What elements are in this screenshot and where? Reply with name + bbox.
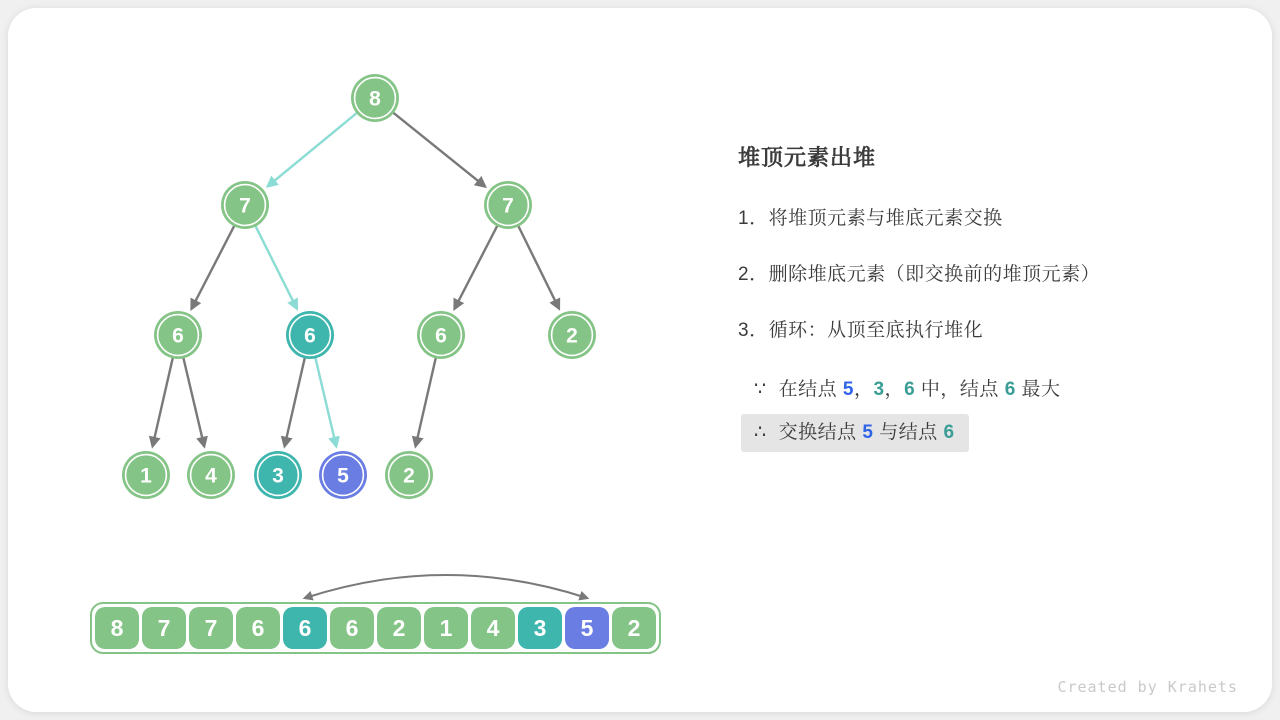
text-segment: 5 (842, 379, 854, 400)
logic-symbol: ∴ (754, 422, 767, 443)
svg-text:7: 7 (239, 194, 251, 218)
array-cell-6: 6 (330, 607, 374, 649)
tree-edge (192, 225, 235, 308)
text-segment: 3 (873, 379, 885, 400)
svg-text:7: 7 (502, 194, 514, 218)
array-cell-6: 6 (283, 607, 327, 649)
tree-edge (393, 112, 485, 186)
array-cell-8: 8 (95, 607, 139, 649)
heap-array (90, 602, 661, 654)
text-segment: 6 (904, 379, 916, 400)
tree-node-7 (484, 181, 532, 229)
tree-node-2 (548, 311, 596, 359)
tree-node-1 (122, 451, 170, 499)
tree-edge (183, 357, 204, 445)
svg-text:1: 1 (140, 464, 152, 488)
therefore-highlight-line (741, 414, 969, 452)
array-cell-7: 7 (189, 607, 233, 649)
step-2-text: 2．删除堆底元素（即交换前的堆顶元素） (738, 264, 1101, 285)
array-cell-5: 5 (565, 607, 609, 649)
logic-symbol: ∵ (754, 379, 767, 400)
tree-edge (285, 357, 305, 445)
svg-text:6: 6 (172, 324, 184, 348)
svg-text:6: 6 (304, 324, 316, 348)
tree-node-3 (254, 451, 302, 499)
text-segment: 与结点 (873, 422, 944, 443)
tree-node-2 (385, 451, 433, 499)
tree-edge (153, 357, 173, 445)
swap-arrow (305, 575, 587, 598)
tree-edge (518, 226, 559, 308)
tree-node-6 (286, 311, 334, 359)
svg-text:2: 2 (403, 464, 415, 488)
array-cell-2: 2 (377, 607, 421, 649)
step-3-text: 3．循环：从顶至底执行堆化 (738, 320, 984, 341)
text-segment: ， (853, 379, 874, 400)
svg-text:8: 8 (369, 87, 381, 111)
tree-edge (315, 357, 336, 445)
svg-text:2: 2 (566, 324, 578, 348)
svg-text:3: 3 (272, 464, 284, 488)
text-segment: ， (884, 379, 905, 400)
tree-edge (455, 225, 498, 308)
text-segment: 中，结点 (915, 379, 1005, 400)
array-cell-1: 1 (424, 607, 468, 649)
array-cell-3: 3 (518, 607, 562, 649)
svg-text:6: 6 (435, 324, 447, 348)
text-segment: 6 (943, 422, 955, 443)
text-segment: 最大 (1015, 379, 1061, 400)
svg-text:4: 4 (205, 464, 217, 488)
text-segment: 5 (862, 422, 874, 443)
array-cell-6: 6 (236, 607, 280, 649)
tree-node-7 (221, 181, 269, 229)
array-cell-4: 4 (471, 607, 515, 649)
step-1-text: 1．将堆顶元素与堆底元素交换 (738, 208, 1003, 229)
tree-edge (416, 357, 436, 445)
tree-node-5 (319, 451, 367, 499)
tree-edge (255, 226, 296, 309)
explanation-panel (738, 141, 1258, 471)
text-segment: 交换结点 (778, 422, 863, 443)
panel-title: 堆顶元素出堆 (738, 145, 877, 170)
svg-text:5: 5 (337, 464, 349, 488)
text-segment: 6 (1004, 379, 1016, 400)
tree-node-6 (154, 311, 202, 359)
tree-node-6 (417, 311, 465, 359)
array-cell-2: 2 (612, 607, 656, 649)
tree-node-8 (351, 74, 399, 122)
array-cell-7: 7 (142, 607, 186, 649)
because-line (754, 378, 1061, 402)
watermark: Created by Krahets (1057, 678, 1238, 696)
text-segment: 在结点 (778, 379, 843, 400)
tree-node-4 (187, 451, 235, 499)
tree-edge (268, 113, 357, 186)
